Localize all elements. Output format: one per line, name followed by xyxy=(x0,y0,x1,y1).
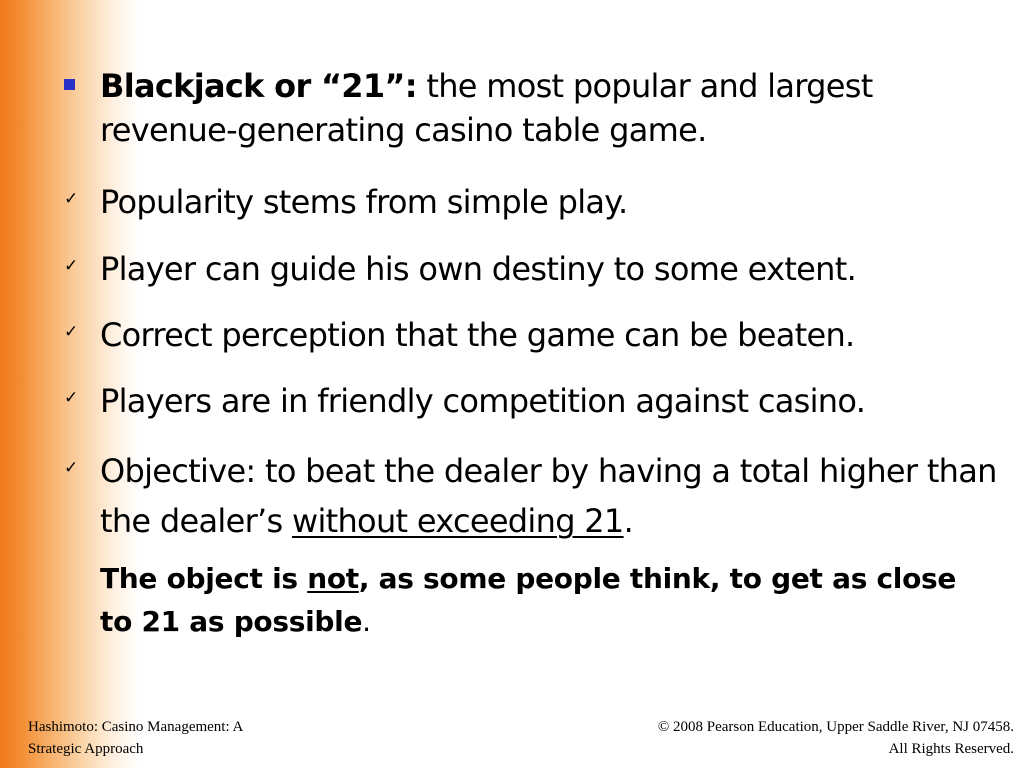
checklist-item-text: Players are in friendly competition against casino. xyxy=(100,382,866,420)
checklist-item xyxy=(64,379,1000,423)
checklist-item-text: Player can guide his own destiny to some extent. xyxy=(100,250,857,288)
note-text-before: The object is xyxy=(100,562,298,595)
square-bullet-icon xyxy=(64,79,75,90)
footer-book-title xyxy=(28,716,328,760)
checklist-item-text: Popularity stems from simple play. xyxy=(100,183,628,221)
checkmark-icon: ✓ xyxy=(64,388,78,408)
objective-text: Objective: to beat the dealer by having a total higher than the dealer’s xyxy=(100,452,997,540)
checkmark-icon: ✓ xyxy=(64,322,78,342)
emphasis-note xyxy=(100,557,980,643)
main-bullet-item xyxy=(100,64,1000,152)
checkmark-icon: ✓ xyxy=(64,189,78,209)
checklist-item xyxy=(64,180,1000,224)
footer-right-line: All Rights Reserved. xyxy=(888,741,1014,757)
footer-left-line: Hashimoto: Casino Management: A xyxy=(28,719,244,735)
footer-copyright xyxy=(474,716,1014,760)
checklist-item xyxy=(64,313,1000,357)
checklist-item xyxy=(64,247,1000,291)
objective-underlined-text: without exceeding 21 xyxy=(291,502,624,540)
checklist-item-text: Correct perception that the game can be beaten. xyxy=(100,316,855,354)
checkmark-icon: ✓ xyxy=(64,458,78,478)
objective-end-punctuation: . xyxy=(623,502,634,540)
footer-right-line: © 2008 Pearson Education, Upper Saddle River, NJ 07458. xyxy=(657,719,1014,735)
note-text-after: , as some people think, to get as close to 21 as possible xyxy=(100,562,957,638)
footer-left-line: Strategic Approach xyxy=(28,741,144,757)
checklist-item-objective xyxy=(64,446,1000,546)
checkmark-icon: ✓ xyxy=(64,256,78,276)
note-underlined-word: not xyxy=(307,562,359,595)
main-bullet-text: the most popular and largest revenue-generating casino table game. xyxy=(100,67,873,149)
main-bullet-lead: Blackjack or “21”: xyxy=(100,67,417,105)
note-end-punctuation: . xyxy=(362,605,371,638)
